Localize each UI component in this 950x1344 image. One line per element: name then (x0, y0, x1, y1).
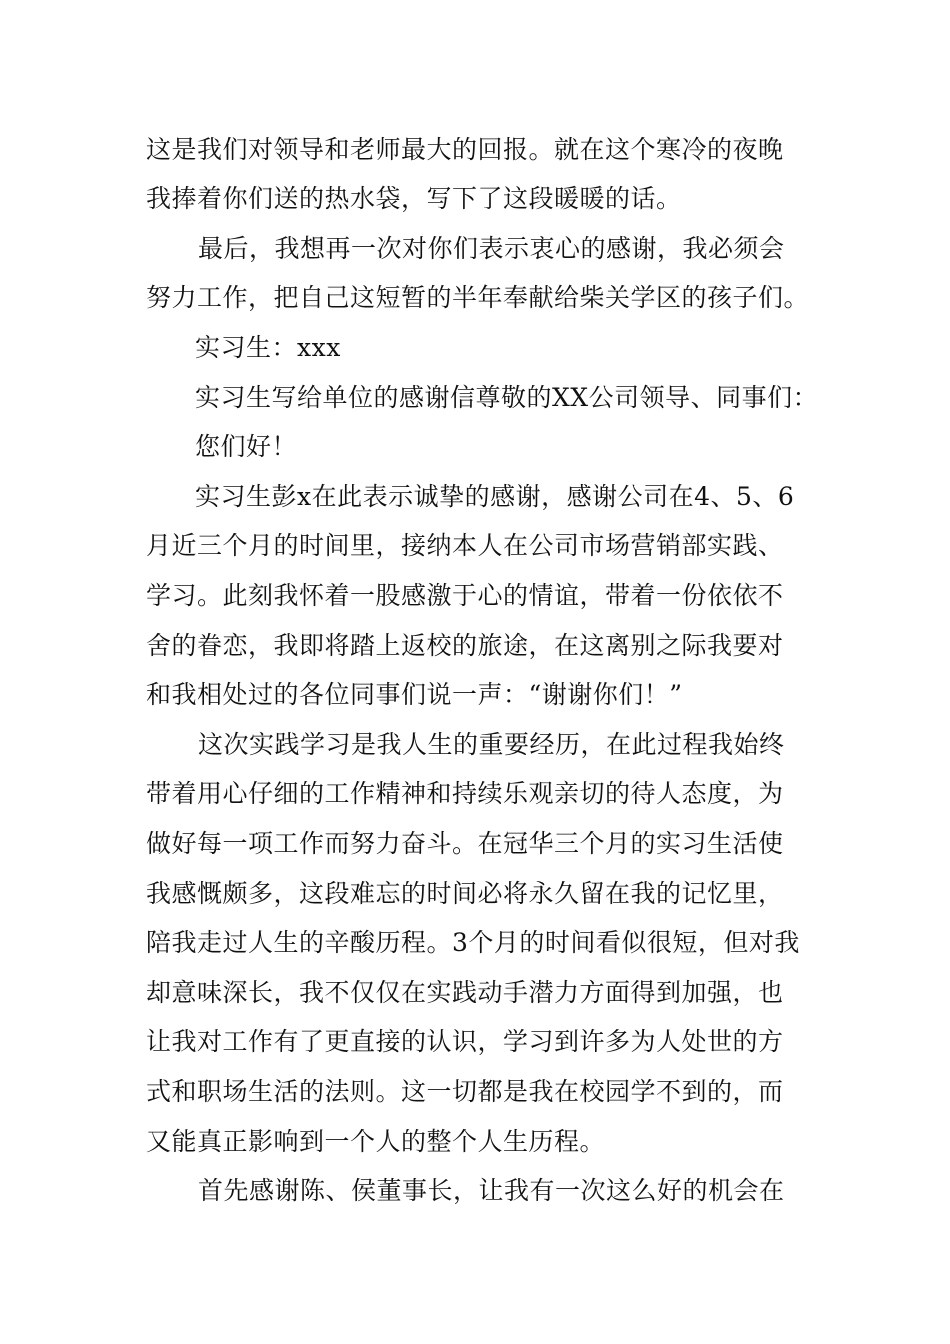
letter-title-line: 实习生写给单位的感谢信尊敬的XX公司领导、同事们： (195, 383, 819, 412)
text-line: 这是我们对领导和老师最大的回报。就在这个寒冷的夜晚 (146, 135, 784, 164)
text-line: 我感慨颇多，这段难忘的时间必将永久留在我的记忆里， (146, 879, 784, 908)
text-line: 陪我走过人生的辛酸历程。3个月的时间看似很短，但对我 (146, 928, 800, 957)
text-line: 月近三个月的时间里，接纳本人在公司市场营销部实践、 (146, 531, 784, 560)
text-line: 带着用心仔细的工作精神和持续乐观亲切的待人态度，为 (146, 779, 784, 808)
text-line: 这次实践学习是我人生的重要经历，在此过程我始终 (198, 730, 785, 759)
text-line: 努力工作，把自己这短暂的半年奉献给柴关学区的孩子们。 (146, 283, 810, 312)
text-line: 做好每一项工作而努力奋斗。在冠华三个月的实习生活使 (146, 829, 784, 858)
text-line: 舍的眷恋，我即将踏上返校的旅途，在这离别之际我要对 (146, 631, 784, 660)
text-line: 学习。此刻我怀着一股感激于心的情谊，带着一份依依不 (146, 581, 784, 610)
text-line: 我捧着你们送的热水袋，写下了这段暖暖的话。 (146, 184, 682, 213)
text-line: 式和职场生活的法则。这一切都是我在校园学不到的，而 (146, 1077, 784, 1106)
text-line: 最后，我想再一次对你们表示衷心的感谢，我必须会 (198, 234, 785, 263)
text-line: 却意味深长，我不仅仅在实践动手潜力方面得到加强，也 (146, 978, 784, 1007)
text-line: 让我对工作有了更直接的认识，学习到许多为人处世的方 (146, 1027, 784, 1056)
greeting-line: 您们好！ (195, 432, 298, 461)
text-line: 首先感谢陈、侯董事长，让我有一次这么好的机会在 (198, 1176, 785, 1205)
text-line: 又能真正影响到一个人的整个人生历程。 (146, 1127, 606, 1156)
text-line: 实习生彭x在此表示诚挚的感谢，感谢公司在4、5、6 (195, 482, 795, 511)
signature-line: 实习生：xxx (195, 333, 341, 362)
text-line: 和我相处过的各位同事们说一声：“谢谢你们！” (146, 680, 683, 709)
